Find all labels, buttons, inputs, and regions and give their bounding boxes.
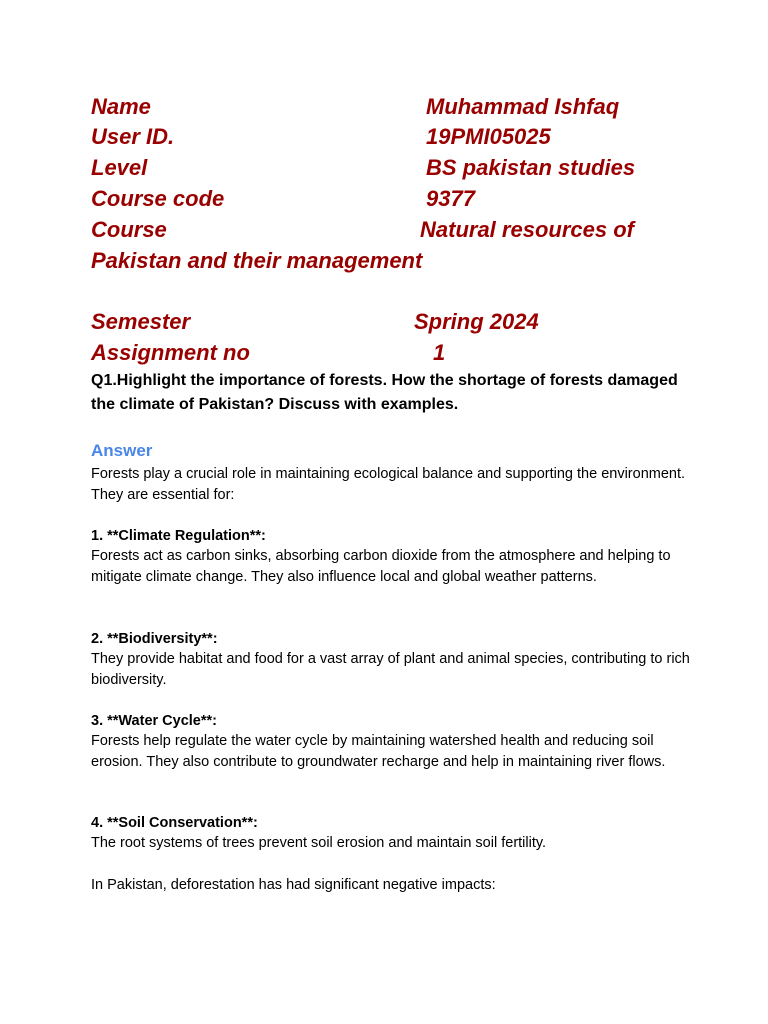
name-label: Name	[91, 94, 151, 119]
closing-paragraph: In Pakistan, deforestation has had significant negative impacts:	[91, 877, 496, 893]
course-continuation-row	[91, 248, 422, 274]
course-row	[91, 217, 634, 243]
coursecode-label: Course code	[91, 186, 225, 211]
assignment-row	[91, 340, 446, 366]
course-value-line1: Natural resources of	[420, 217, 634, 242]
userid-value: 19PMI05025	[426, 124, 551, 149]
point-text: Forests help regulate the water cycle by maintaining watershed health and reducing soil erosion. They also contribute to groundwater recharge and help in maintaining river flows.	[91, 733, 666, 770]
assignment-value: 1	[433, 340, 446, 365]
coursecode-value: 9377	[426, 186, 475, 211]
assignment-label: Assignment no	[91, 340, 250, 365]
semester-row	[91, 309, 539, 335]
userid-row	[91, 124, 551, 150]
point-title: 3. **Water Cycle**:	[91, 713, 217, 729]
level-row	[91, 155, 636, 181]
question-text: Q1.Highlight the importance of forests. How the shortage of forests damaged the climate of Pakistan? Discuss with examples.	[91, 372, 678, 413]
answer-heading: Answer	[91, 441, 153, 460]
level-value: BS pakistan studies	[426, 155, 636, 180]
name-value: Muhammad Ishfaq	[426, 94, 620, 119]
name-row	[91, 94, 620, 120]
intro-paragraph: Forests play a crucial role in maintaining ecological balance and supporting the environment. They are essential for:	[91, 466, 686, 503]
coursecode-row	[91, 186, 475, 212]
point-title: 2. **Biodiversity**:	[91, 631, 218, 647]
point-text: They provide habitat and food for a vast array of plant and animal species, contributing to rich biodiversity.	[91, 651, 690, 688]
point-text: Forests act as carbon sinks, absorbing carbon dioxide from the atmosphere and helping to mitigate climate change. They also influence local and global weather patterns.	[91, 548, 671, 585]
point-text: The root systems of trees prevent soil erosion and maintain soil fertility.	[91, 835, 547, 851]
userid-label: User ID.	[91, 124, 175, 149]
point-title: 1. **Climate Regulation**:	[91, 528, 266, 544]
semester-value: Spring 2024	[414, 309, 539, 334]
semester-label: Semester	[91, 309, 191, 334]
course-value-line2: Pakistan and their management	[91, 248, 423, 273]
level-label: Level	[91, 155, 148, 180]
course-label: Course	[91, 217, 167, 242]
point-title: 4. **Soil Conservation**:	[91, 815, 258, 831]
